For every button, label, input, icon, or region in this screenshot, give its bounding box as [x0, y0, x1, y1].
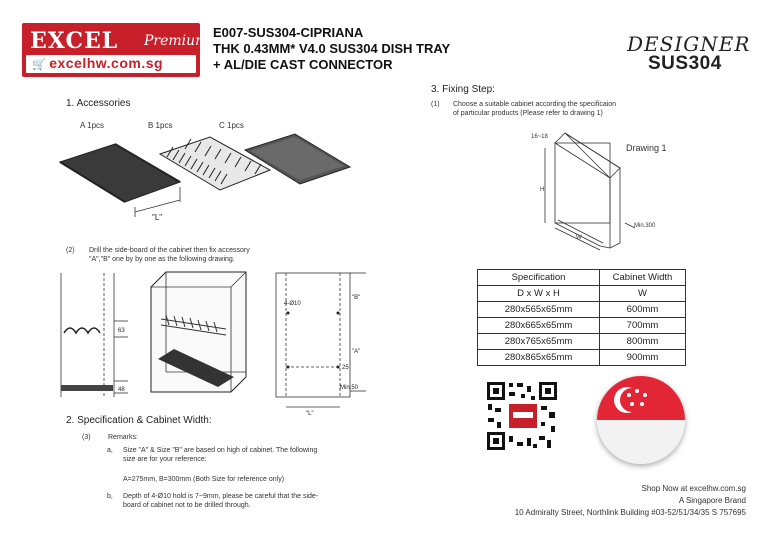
table-subheader-row [478, 286, 686, 302]
logo-website [32, 55, 163, 71]
header-width: Cabinet Width [600, 270, 686, 286]
material-label: SUS304 [648, 53, 722, 74]
table-row [478, 334, 686, 350]
fixing-number: (1) [431, 101, 440, 108]
dim-h-text: H [540, 187, 545, 193]
step2-number: (2) [66, 247, 75, 254]
fixing-heading: 3. Fixing Step: [431, 84, 495, 95]
logo-script-text: Premium [144, 33, 209, 49]
dim-min300-text: Min.300 [634, 223, 656, 229]
remarks-number: (3) [82, 434, 91, 441]
table-row [478, 350, 686, 366]
qr-code[interactable] [485, 380, 559, 452]
dim-top-text: 16~18 [531, 134, 548, 140]
remark-a-line-1: Size "A" & Size "B" are based on high of cabinet. The following [123, 447, 318, 454]
cart-icon: 🛒 [32, 59, 47, 71]
title-line-3: + AL/DIE CAST CONNECTOR [213, 57, 393, 72]
title-line-2: THK 0.43MM* V4.0 SUS304 DISH TRAY [213, 41, 451, 56]
footer [515, 483, 746, 519]
fixing-text [453, 100, 616, 118]
spec-table [477, 269, 686, 366]
remark-b-text [123, 492, 318, 510]
footer-shop-link[interactable]: Shop Now at excelhw.com.sg [641, 484, 746, 493]
fixing-line-2: of particular products (Please refer to drawing 1) [453, 110, 603, 117]
remark-a-line-2: size are for your reference: [123, 456, 207, 463]
row-width: 800mm [600, 334, 686, 350]
remark-a-text [123, 446, 317, 464]
dim-48-text: 48 [118, 387, 125, 393]
accessories-drawing [55, 132, 355, 227]
spec-heading: 2. Specification & Cabinet Width: [66, 415, 212, 426]
subheader-w: W [600, 286, 686, 302]
step2-line-1: Drill the side-board of the cabinet then fix accessory [89, 247, 250, 254]
designer-label: DESIGNER [627, 32, 751, 56]
dim-25-text: 25 [342, 365, 349, 371]
remark-a-marker: a, [107, 447, 113, 454]
fixing-line-1: Choose a suitable cabinet according the specificaion [453, 101, 617, 108]
singapore-flag-icon [597, 376, 685, 464]
row-width: 600mm [600, 302, 686, 318]
table-row [478, 318, 686, 334]
step2-text [89, 246, 250, 264]
logo-brand-text: EXCEL [30, 28, 119, 54]
footer-address: 10 Admiralty Street, Northlink Building #03-52/51/34/35 S 757695 [514, 508, 746, 517]
table-row [478, 302, 686, 318]
footer-brand: A Singapore Brand [678, 496, 746, 505]
header-spec: Specification [478, 270, 600, 286]
accessory-b-label: B 1pcs [148, 121, 173, 130]
remark-b-line-2: board of cabinet not to be drilled through. [123, 502, 251, 509]
step2-drawings [56, 267, 366, 417]
label-b-text: "B" [352, 295, 361, 301]
remark-a-values: A=275mm, B=300mm (Both Size for reference only) [123, 476, 285, 483]
subheader-dims: D x W x H [478, 286, 600, 302]
accessory-c-label: C 1pcs [219, 121, 244, 130]
logo-website-text: excelhw.com.sg [49, 55, 164, 71]
step2-line-2: "A","B" one by by one as the following drawing. [89, 256, 235, 263]
side-board-drawing [61, 273, 128, 397]
row-spec: 280x565x65mm [478, 302, 600, 318]
dimension-l-text: "L" [152, 213, 163, 222]
row-width: 900mm [600, 350, 686, 366]
remark-b-marker: b, [107, 493, 113, 500]
hole-label-text: 4-Ø10 [284, 301, 301, 307]
remarks-label: Remarks: [108, 434, 138, 441]
accessory-c-drawing [245, 134, 350, 184]
accessories-heading: 1. Accessories [66, 98, 131, 109]
drawing-1-label: Drawing 1 [626, 143, 667, 153]
title-line-1: E007-SUS304-CIPRIANA [213, 25, 364, 40]
brand-logo [22, 23, 209, 77]
row-spec: 280x865x65mm [478, 350, 600, 366]
dim-min50-text: Min.50 [340, 385, 359, 391]
label-a-text: "A" [352, 349, 361, 355]
product-title [213, 25, 513, 73]
label-l-text: "L" [306, 411, 314, 417]
table-header-row [478, 270, 686, 286]
cabinet-drawing-1 [525, 128, 695, 253]
dim-w-text: W [576, 235, 582, 241]
cabinet-drawing [151, 272, 246, 392]
row-width: 700mm [600, 318, 686, 334]
row-spec: 280x665x65mm [478, 318, 600, 334]
accessory-a-label: A 1pcs [80, 121, 105, 130]
remark-b-line-1: Depth of 4-Ø10 hold is 7~9mm, please be careful that the side- [123, 493, 319, 500]
dim-63-text: 63 [118, 328, 125, 334]
row-spec: 280x765x65mm [478, 334, 600, 350]
